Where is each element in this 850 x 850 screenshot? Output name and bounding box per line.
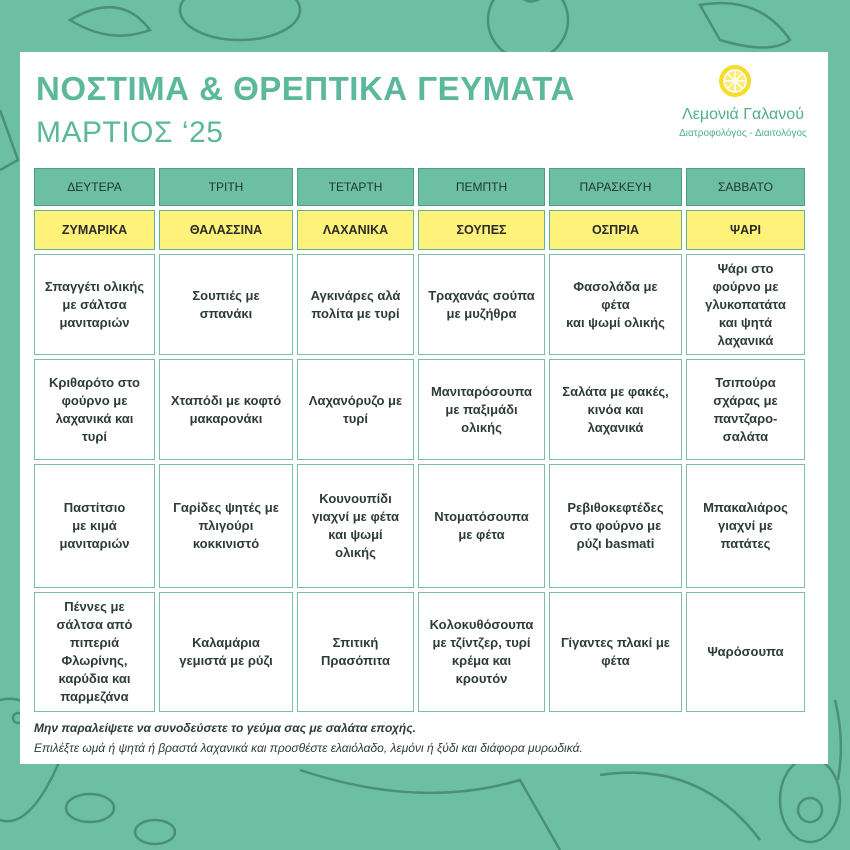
category-thursday: ΣΟΥΠΕΣ bbox=[418, 210, 545, 250]
page-title: ΝΟΣΤΙΜΑ & ΘΡΕΠΤΙΚΑ ΓΕΥΜΑΤΑ bbox=[36, 70, 575, 107]
meal-week4-tuesday: Καλαμάρια γεμιστά με ρύζι bbox=[159, 592, 293, 712]
lemon-slice-icon bbox=[718, 64, 752, 98]
category-friday: ΟΣΠΡΙΑ bbox=[549, 210, 682, 250]
meal-week4-monday: Πέννες με σάλτσα από πιπεριά Φλωρίνης, καρύδια και παρμεζάνα bbox=[34, 592, 155, 712]
category-tuesday: ΘΑΛΑΣΣΙΝΑ bbox=[159, 210, 293, 250]
eggplant-icon bbox=[600, 773, 760, 840]
meal-week2-friday: Σαλάτα με φακές, κινόα και λαχανικά bbox=[549, 359, 682, 460]
meal-week1-tuesday: Σουπιές με σπανάκι bbox=[159, 254, 293, 355]
meal-week4-wednesday: Σπιτική Πρασόπιτα bbox=[297, 592, 414, 712]
meal-week2-wednesday: Λαχανόρυζο με τυρί bbox=[297, 359, 414, 460]
carrot-icon bbox=[0, 110, 18, 170]
meal-week3-saturday: Μπακαλιάρος γιαχνί με πατάτες bbox=[686, 464, 805, 588]
meal-week3-monday: Παστίτσιο με κιμά μανιταριών bbox=[34, 464, 155, 588]
meal-week3-wednesday: Κουνουπίδι γιαχνί με φέτα και ψωμί ολικής bbox=[297, 464, 414, 588]
meal-week4-thursday: Κολοκυθόσουπα με τζίντζερ, τυρί κρέμα και κρουτόν bbox=[418, 592, 545, 712]
category-saturday: ΨΑΡΙ bbox=[686, 210, 805, 250]
meal-week2-monday: Κριθαρότο στο φούρνο με λαχανικά και τυρί bbox=[34, 359, 155, 460]
pepper-icon bbox=[700, 3, 790, 47]
category-monday: ΖΥΜΑΡΙΚΑ bbox=[34, 210, 155, 250]
bean-icon bbox=[66, 794, 114, 822]
leaf-icon bbox=[70, 7, 150, 35]
bean-icon-2 bbox=[135, 820, 175, 844]
meal-week1-monday: Σπαγγέτι ολικής με σάλτσα μανιταριών bbox=[34, 254, 155, 355]
day-header-saturday: ΣΑΒΒΑΤΟ bbox=[686, 168, 805, 206]
leek-icon bbox=[300, 770, 560, 850]
meal-week1-wednesday: Αγκινάρες αλά πολίτα με τυρί bbox=[297, 254, 414, 355]
day-header-tuesday: ΤΡΙΤΗ bbox=[159, 168, 293, 206]
meal-week4-friday: Γίγαντες πλακί με φέτα bbox=[549, 592, 682, 712]
meal-week3-thursday: Ντοματόσουπα με φέτα bbox=[418, 464, 545, 588]
meal-week2-tuesday: Χταπόδι με κοφτό μακαρονάκι bbox=[159, 359, 293, 460]
page-subtitle: ΜΑΡΤΙΟΣ ‘25 bbox=[36, 116, 224, 149]
meal-week4-saturday: Ψαρόσουπα bbox=[686, 592, 805, 712]
footnote-vegetables: Επιλέξτε ωμά ή ψητά ή βραστά λαχανικά και προσθέστε ελαιόλαδο, λεμόνι ή ξύδι και διάφορα μυρωδικά. bbox=[34, 741, 583, 755]
day-header-thursday: ΠΕΜΠΤΗ bbox=[418, 168, 545, 206]
day-header-wednesday: ΤΕΤΑΡΤΗ bbox=[297, 168, 414, 206]
tomato-icon bbox=[488, 0, 568, 60]
meal-week3-friday: Ρεβιθοκεφτέδες στο φούρνο με ρύζι basmati bbox=[549, 464, 682, 588]
day-header-monday: ΔΕΥΤΕΡΑ bbox=[34, 168, 155, 206]
category-wednesday: ΛΑΧΑΝΙΚΑ bbox=[297, 210, 414, 250]
meal-week2-saturday: Τσιπούρα σχάρας με παντζαρο- σαλάτα bbox=[686, 359, 805, 460]
meal-week2-thursday: Μανιταρόσουπα με παξιμάδι ολικής bbox=[418, 359, 545, 460]
herb-sprig-icon bbox=[835, 700, 841, 780]
day-header-friday: ΠΑΡΑΣΚΕΥΗ bbox=[549, 168, 682, 206]
meal-week1-friday: Φασολάδα με φέτα και ψωμί ολικής bbox=[549, 254, 682, 355]
brand-tagline: Διατροφολόγος - Διαιτολόγος bbox=[679, 128, 807, 139]
avocado-icon bbox=[780, 758, 840, 842]
brand-logo bbox=[668, 64, 818, 144]
footnote-salad: Μην παραλείψετε να συνοδεύσετε το γεύμα σας με σαλάτα εποχής. bbox=[34, 721, 416, 735]
tomato-stem-icon bbox=[515, 0, 545, 1]
meal-week3-tuesday: Γαρίδες ψητές με πλιγούρι κοκκινιστό bbox=[159, 464, 293, 588]
brand-name: Λεμονιά Γαλανού bbox=[682, 106, 804, 123]
menu-card bbox=[20, 52, 828, 764]
meal-week1-thursday: Τραχανάς σούπα με μυζήθρα bbox=[418, 254, 545, 355]
fish-icon bbox=[180, 0, 300, 40]
meal-plan-table bbox=[34, 168, 805, 712]
meal-week1-saturday: Ψάρι στο φούρνο με γλυκοπατάτα και ψητά λαχανικά bbox=[686, 254, 805, 355]
